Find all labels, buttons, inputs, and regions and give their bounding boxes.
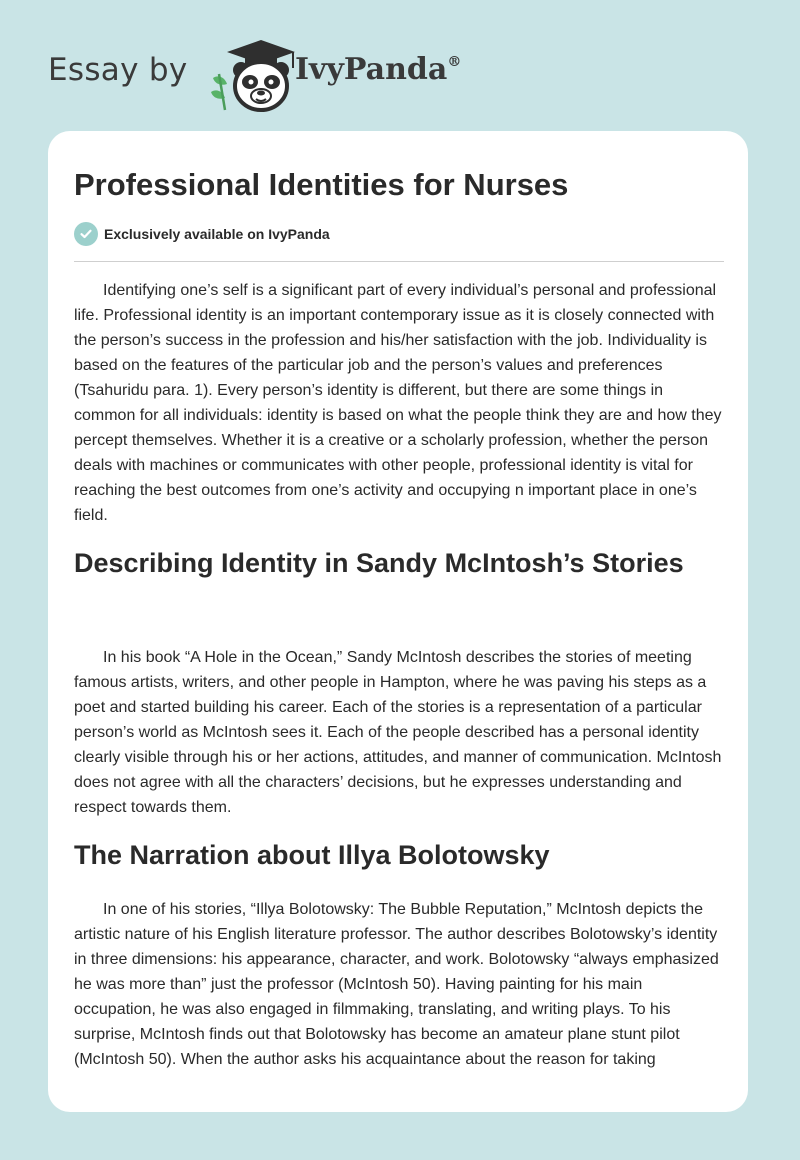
paragraph-bolotowsky: In one of his stories, “Illya Bolotowsky: The Bubble Reputation,” McIntosh depicts the artistic nature of his English literature professor. The author describes Bolotowsky’s identity in three dimensions: his appearance, character, and work. Bolotowsky “always emphasized he was more than” just the professor (McIntosh 50). Having painting for his main occupation, he was also engaged in filmmaking, translating, and writing plays. To his surprise, McIntosh finds out that Bolotowsky has become an amateur plane stunt pilot (McIntosh 50). When the author asks his acquaintance about the reason for taking bbox=[74, 901, 719, 1068]
paragraph-identity: In his book “A Hole in the Ocean,” Sandy McIntosh describes the stories of meeting famous artists, writers, and other people in Hampton, where he was paving his steps as a poet and started building his career. Each of the stories is a representation of a particular person’s world as McIntosh sees it. Each of the people described has a personal identity clearly visible through his or her actions, attitudes, and manner of communication. McIntosh does not agree with all the characters’ decisions, but he expresses understanding and respect towards them. bbox=[74, 649, 722, 816]
registered-mark: ® bbox=[447, 54, 462, 70]
brand-name[interactable]: IvyPanda® bbox=[295, 52, 462, 87]
essay-by-label: Essay by bbox=[48, 52, 188, 88]
page-title: Professional Identities for Nurses bbox=[74, 167, 569, 202]
exclusive-label: Exclusively available on IvyPanda bbox=[104, 226, 330, 242]
section-heading-bolotowsky: The Narration about Illya Bolotowsky bbox=[74, 840, 550, 870]
section-heading-identity: Describing Identity in Sandy McIntosh’s Stories bbox=[74, 548, 684, 578]
title-divider bbox=[74, 261, 724, 262]
essay-card bbox=[48, 131, 748, 1112]
panda-logo-icon[interactable] bbox=[203, 34, 303, 114]
check-circle-icon bbox=[74, 222, 98, 246]
exclusive-badge bbox=[74, 222, 330, 246]
paragraph-intro: Identifying one’s self is a significant part of every individual’s personal and professional life. Professional identity is an important contemporary issue as it is closely connected with the person’s success in the profession and his/her satisfaction with the job. Individuality is based on the features of the particular job and the person’s values and preferences (Tsahuridu para. 1). Every person’s identity is different, but there are some things in common for all individuals: identity is based on what the people think they are and how they percept themselves. Whether it is a creative or a scholarly profession, whether the person deals with machines or communicates with other people, professional identity is vital for reaching the best outcomes from one’s activity and occupying n important place in one’s field. bbox=[74, 282, 722, 524]
